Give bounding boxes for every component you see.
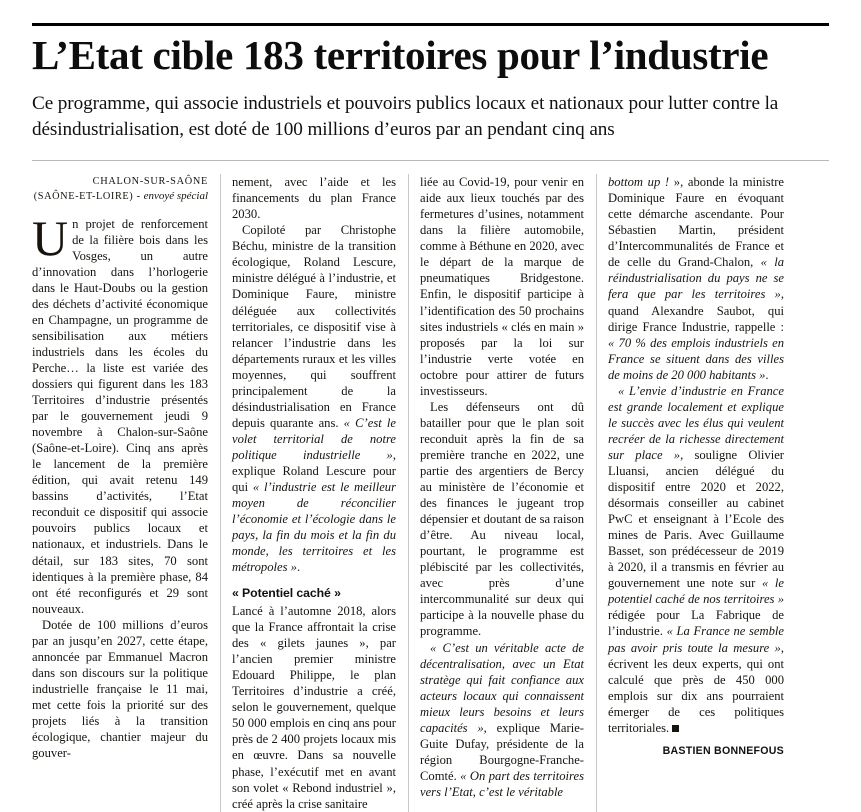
article-page <box>0 23 861 811</box>
quote-text: « On part des territoires vers l’Etat, c’est le véritable <box>420 768 584 799</box>
quote-text: « la réindustrialisation du pays ne se fera que par les territoires » <box>608 255 784 302</box>
dateline-separator: - <box>133 189 144 202</box>
column-1-body <box>32 209 208 762</box>
article-paragraph <box>32 209 208 617</box>
body-text: Dotée de 100 millions d’euros par an jusqu’en 2027, cette étape, annoncée par Emmanuel Macron dans son discours sur la politique industrielle française le 11 mai, met cette fois la priorité sur des projets liés à la transition écologique, chantier majeur du gouver- <box>32 617 208 761</box>
quote-text: « C’est le volet territorial de notre politique industrielle » <box>232 415 396 462</box>
quote-text: « L’envie d’industrie en France est grande localement et explique le succès avec les élus qui veulent recréer de la richesse directement sur place » <box>608 383 784 462</box>
article-columns <box>32 174 829 812</box>
body-text: . <box>765 367 769 382</box>
body-text: liée au Covid-19, pour venir en aide aux lieux touchés par des fermetures d’usines, notamment dans la filière automobile, comme à Béthune en 2020, avec le départ de la marque de pneumatiques Bridgestone. Enfin, le dispositif participe à l’identification des 50 prochains sites industriels « clés en main » proposés par la loi sur l’industrie verte votée en octobre pour attirer de futurs investisseurs. <box>420 175 584 398</box>
body-text: , écrivent les deux experts, qui ont calculé que près de 450 000 emplois sur dix ans pourraient émerger de ces politiques territoriales. <box>608 640 784 735</box>
column-1 <box>32 174 220 812</box>
dateline-city: CHALON-SUR-SAÔNE <box>92 176 208 188</box>
dateline-role: envoyé spécial <box>143 189 208 202</box>
body-text: , explique Marie-Guite Dufay, présidente de la région Bourgogne-Franche-Comté. <box>420 720 584 783</box>
quote-text: « le potentiel caché de nos territoires » <box>608 576 784 607</box>
article-paragraph <box>420 399 584 640</box>
body-text: rédigée pour La Fabrique de l’industrie. <box>608 608 784 639</box>
quote-text: « C’est un véritable acte de décentralisation, avec un Etat stratège qui fait confiance aux acteurs locaux qui connaissent mieux leurs besoins et leurs capacités » <box>420 640 584 735</box>
article-deck: Ce programme, qui associe industriels et pouvoirs publics locaux et nationaux pour lutter contre la désindustrialisation, est doté de 100 millions d’euros par an pendant cinq ans <box>32 93 779 140</box>
body-text: nement, avec l’aide et les financements du plan France 2030. <box>232 175 396 222</box>
column-4 <box>596 174 784 812</box>
body-text: Copiloté par Christophe Béchu, ministre de la transition écologique, Roland Lescure, ministre délégué à l’industrie, et Dominique Faure, ministre déléguée aux collectivités territoriales, ce dispositif vise à relancer l’industrie dans les départements ruraux et les villes moyennes, qui souffrent principalement de la désindustrialisation en France depuis quarante ans. <box>232 223 396 430</box>
column-3 <box>408 174 596 812</box>
body-text: , souligne Olivier Lluansi, ancien délégué du dispositif entre 2020 et 2022, désormais conseiller au cabinet PwC et enseignant à l’Ecole des mines de Paris. Avec Guillaume Basset, son prédécesseur de 2019 à 2020, il a transmis en février au gouvernement une note sur <box>608 447 785 591</box>
article-paragraph <box>420 174 584 399</box>
section-subhead: « Potentiel caché » <box>232 586 341 601</box>
column-2-body <box>232 174 396 812</box>
body-text: » <box>669 175 681 190</box>
page-title: L’Etat cible 183 territoires pour l’industrie <box>32 32 769 78</box>
deck-divider <box>32 160 829 161</box>
article-paragraph <box>420 640 584 800</box>
quote-text: bottom up ! <box>608 175 670 190</box>
quote-text: « La France ne semble pas avoir pris toute la mesure » <box>608 624 785 655</box>
end-mark <box>672 725 679 732</box>
body-text: , explique Roland Lescure pour qui <box>232 447 396 495</box>
byline: BASTIEN BONNEFOUS <box>662 744 784 757</box>
body-text: , quand Alexandre Saubot, qui dirige France Industrie, rappelle : <box>608 287 784 334</box>
article-paragraph <box>608 383 784 736</box>
article-paragraph <box>608 174 784 383</box>
article-paragraph <box>232 174 396 222</box>
column-3-body <box>420 174 584 800</box>
dateline-region: (SAÔNE-ET-LOIRE) <box>33 190 134 202</box>
article-paragraph <box>232 603 396 812</box>
quote-text: « 70 % des emplois industriels en France se situent dans des villes de moins de 20 000 habitants » <box>608 335 784 382</box>
body-text: Lancé à l’automne 2018, alors que la France affrontait la crise des « gilets jaunes », par l’ancien premier ministre Edouard Philippe, le plan Territoires d’industrie a créé, selon le gouvernement, quelque 50 000 emplois en cinq ans pour près de 2 400 projets locaux mis en œuvre. Dans sa nouvelle phase, l’exécutif met en avant son volet « Rebond industriel », créé après la crise sanitaire <box>232 604 396 811</box>
article-paragraph <box>232 222 396 575</box>
article-paragraph <box>32 617 208 761</box>
masthead-rule <box>32 23 829 26</box>
column-4-body <box>608 174 784 736</box>
body-text: , abonde la ministre Dominique Faure en évoquant cette démarche ascendante. Pour Sébastien Martin, président d’Intercommunalités de France et de celle du Grand-Chalon, <box>608 175 784 270</box>
body-text: Un projet de renforcement de la filière bois dans les Vosges, un autre d’innovation dans l’horlogerie dans le Haut-Doubs ou la gestion des déchets d’activité économique en Champagne, un programme de sensibilisation aux métiers industriels dans les écoles du Perche… la liste est variée des dossiers qui figurent dans les 183 Territoires d’industrie présentés par le gouvernement jeudi 9 novembre à Chalon-sur-Saône (Saône-et-Loire). Cinq ans après le lancement de la première édition, qui avait retenu 149 bassins d’activités, l’Etat reconduit ce dispositif qui associe pouvoirs publics locaux et nationaux, et industriels. Dans le détail, sur 183 sites, 70 sont identiques à la première phase, 84 ont été reconfigurés et 29 sont nouveaux. <box>32 209 208 616</box>
quote-text: « l’industrie est le meilleur moyen de réconcilier l’économie et l’écologie dans le pays, la fin du mois et la fin du monde, les territoires et les métropoles » <box>232 480 396 575</box>
body-text: Les défenseurs ont dû batailler pour que le plan soit reconduit après la fin de sa première tranche en 2022, une partie des argentiers de Bercy au ministère de l’économie et des finances le jugeant trop dépensier et doutant de sa raison d’être. Au niveau local, pourtant, le programme est plébiscité par les collectivités, avec près d’une intercommunalité sur deux qui participe à la nouvelle phase du programme. <box>420 399 585 639</box>
dateline <box>32 174 208 203</box>
column-2 <box>220 174 408 812</box>
body-text: . <box>296 560 301 575</box>
